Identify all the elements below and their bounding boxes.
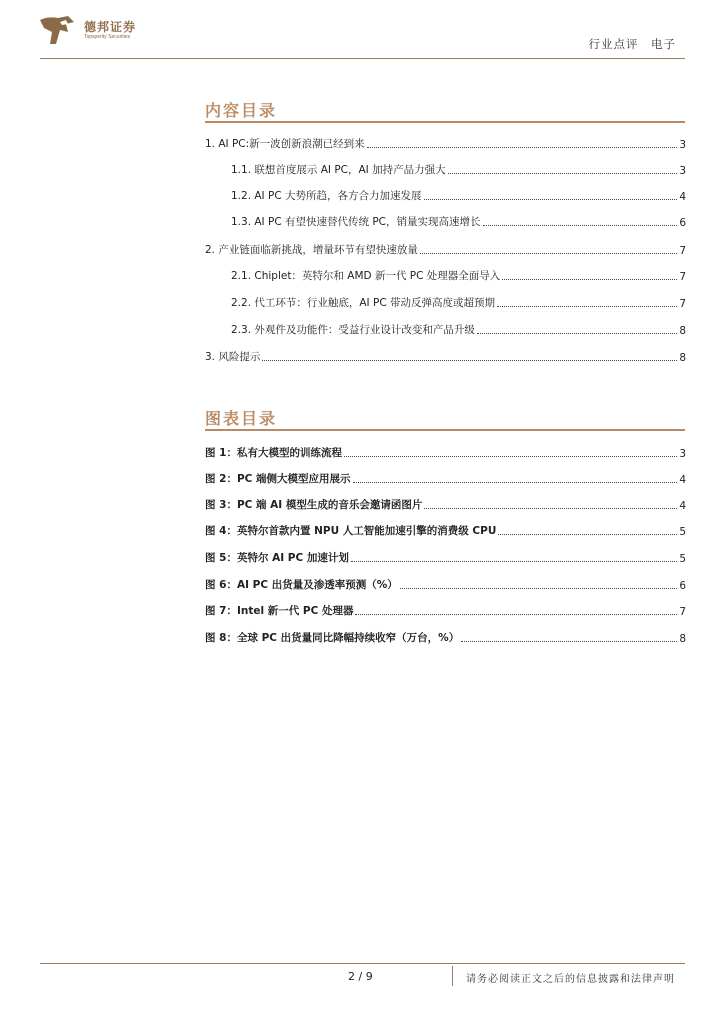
toc-entry-page: 3	[679, 139, 686, 151]
toc-entry-label: 1.1. 联想首度展示 AI PC，AI 加持产品力强大	[231, 164, 446, 176]
toc-entry-page: 7	[679, 271, 686, 283]
logo-mark-icon	[38, 14, 78, 48]
figure-entry-label: 图 3：PC 端 AI 模型生成的音乐会邀请函图片	[205, 499, 423, 511]
figure-entry[interactable]	[205, 551, 686, 565]
toc-entry[interactable]	[231, 163, 686, 177]
toc-entry-page: 8	[679, 325, 686, 337]
dot-leader	[502, 278, 677, 280]
figure-entry[interactable]	[205, 446, 686, 460]
toc-entry[interactable]	[231, 296, 686, 310]
toc-entry-label: 2.3. 外观件及功能件：受益行业设计改变和产品升级	[231, 324, 475, 336]
toc-entry[interactable]	[231, 269, 686, 283]
toc-entry-page: 7	[679, 245, 686, 257]
figure-entry-label: 图 6：AI PC 出货量及渗透率预测（%）	[205, 579, 398, 591]
figure-entry[interactable]	[205, 631, 686, 645]
dot-leader	[498, 533, 677, 535]
dot-leader	[420, 252, 677, 254]
report-category: 行业点评 电子	[588, 37, 676, 51]
figure-entry[interactable]	[205, 472, 686, 486]
figures-title-underline	[205, 429, 685, 431]
figure-entry-label: 图 8：全球 PC 出货量同比降幅持续收窄（万台，%）	[205, 632, 460, 644]
toc-entry-label: 3. 风险提示	[205, 351, 261, 363]
dot-leader	[424, 507, 677, 509]
dot-leader	[367, 146, 678, 148]
toc-entry[interactable]	[231, 189, 686, 203]
figure-entry-page: 5	[679, 553, 686, 565]
figure-entry-label: 图 1：私有大模型的训练流程	[205, 447, 342, 459]
dot-leader	[424, 198, 678, 200]
figure-entry-page: 5	[679, 526, 686, 538]
figure-entry-page: 6	[679, 580, 686, 592]
dot-leader	[497, 305, 677, 307]
dot-leader	[355, 613, 677, 615]
toc-title-underline	[205, 121, 685, 123]
toc-entry-label: 2.1. Chiplet：英特尔和 AMD 新一代 PC 处理器全面导入	[231, 270, 501, 282]
toc-entry-page: 7	[679, 298, 686, 310]
dot-leader	[448, 172, 678, 174]
figure-entry[interactable]	[205, 578, 686, 592]
figure-entry-label: 图 4：英特尔首款内置 NPU 人工智能加速引擎的消费级 CPU	[205, 525, 497, 537]
dot-leader	[344, 455, 677, 457]
toc-entry[interactable]	[205, 350, 686, 364]
footer-divider	[40, 963, 685, 964]
toc-entry-label: 1.3. AI PC 有望快速替代传统 PC，销量实现高速增长	[231, 216, 481, 228]
dot-leader	[262, 359, 677, 361]
toc-entry[interactable]	[205, 137, 686, 151]
dot-leader	[400, 587, 678, 589]
figure-entry-label: 图 2：PC 端侧大模型应用展示	[205, 473, 351, 485]
page-header	[0, 0, 724, 60]
toc-title: 内容目录	[205, 101, 278, 120]
toc-entry-label: 2. 产业链面临新挑战，增量环节有望快速放量	[205, 244, 418, 256]
figure-entry-label: 图 5：英特尔 AI PC 加速计划	[205, 552, 349, 564]
toc-entry[interactable]	[231, 215, 686, 229]
footer-separator	[452, 966, 453, 986]
toc-entry-label: 1.2. AI PC 大势所趋，各方合力加速发展	[231, 190, 422, 202]
logo-text-en: Topsperity Securities	[84, 34, 131, 40]
toc-entry-page: 4	[679, 191, 686, 203]
figures-title: 图表目录	[205, 409, 278, 428]
toc-entry-label: 2.2. 代工环节：行业触底，AI PC 带动反弹高度或超预期	[231, 297, 495, 309]
toc-entry[interactable]	[231, 323, 686, 337]
figure-entry-page: 4	[679, 500, 686, 512]
page-number: 2 / 9	[348, 970, 373, 983]
dot-leader	[483, 224, 678, 226]
dot-leader	[477, 332, 677, 334]
toc-entry-page: 6	[679, 217, 686, 229]
dot-leader	[461, 640, 677, 642]
toc-entry-page: 3	[679, 165, 686, 177]
toc-entry-page: 8	[679, 352, 686, 364]
figure-entry[interactable]	[205, 498, 686, 512]
company-logo	[38, 14, 158, 48]
figure-entry-label: 图 7：Intel 新一代 PC 处理器	[205, 605, 354, 617]
figure-entry[interactable]	[205, 524, 686, 538]
figure-entry-page: 8	[679, 633, 686, 645]
figure-entry[interactable]	[205, 604, 686, 618]
disclaimer-note: 请务必阅读正文之后的信息披露和法律声明	[466, 974, 675, 985]
header-divider	[40, 58, 685, 59]
logo-text-cn: 德邦证券	[84, 20, 137, 34]
figure-entry-page: 7	[679, 606, 686, 618]
toc-entry[interactable]	[205, 243, 686, 257]
toc-entry-label: 1. AI PC:新一波创新浪潮已经到来	[205, 138, 365, 150]
figure-entry-page: 4	[679, 474, 686, 486]
dot-leader	[351, 560, 677, 562]
dot-leader	[353, 481, 678, 483]
figure-entry-page: 3	[679, 448, 686, 460]
